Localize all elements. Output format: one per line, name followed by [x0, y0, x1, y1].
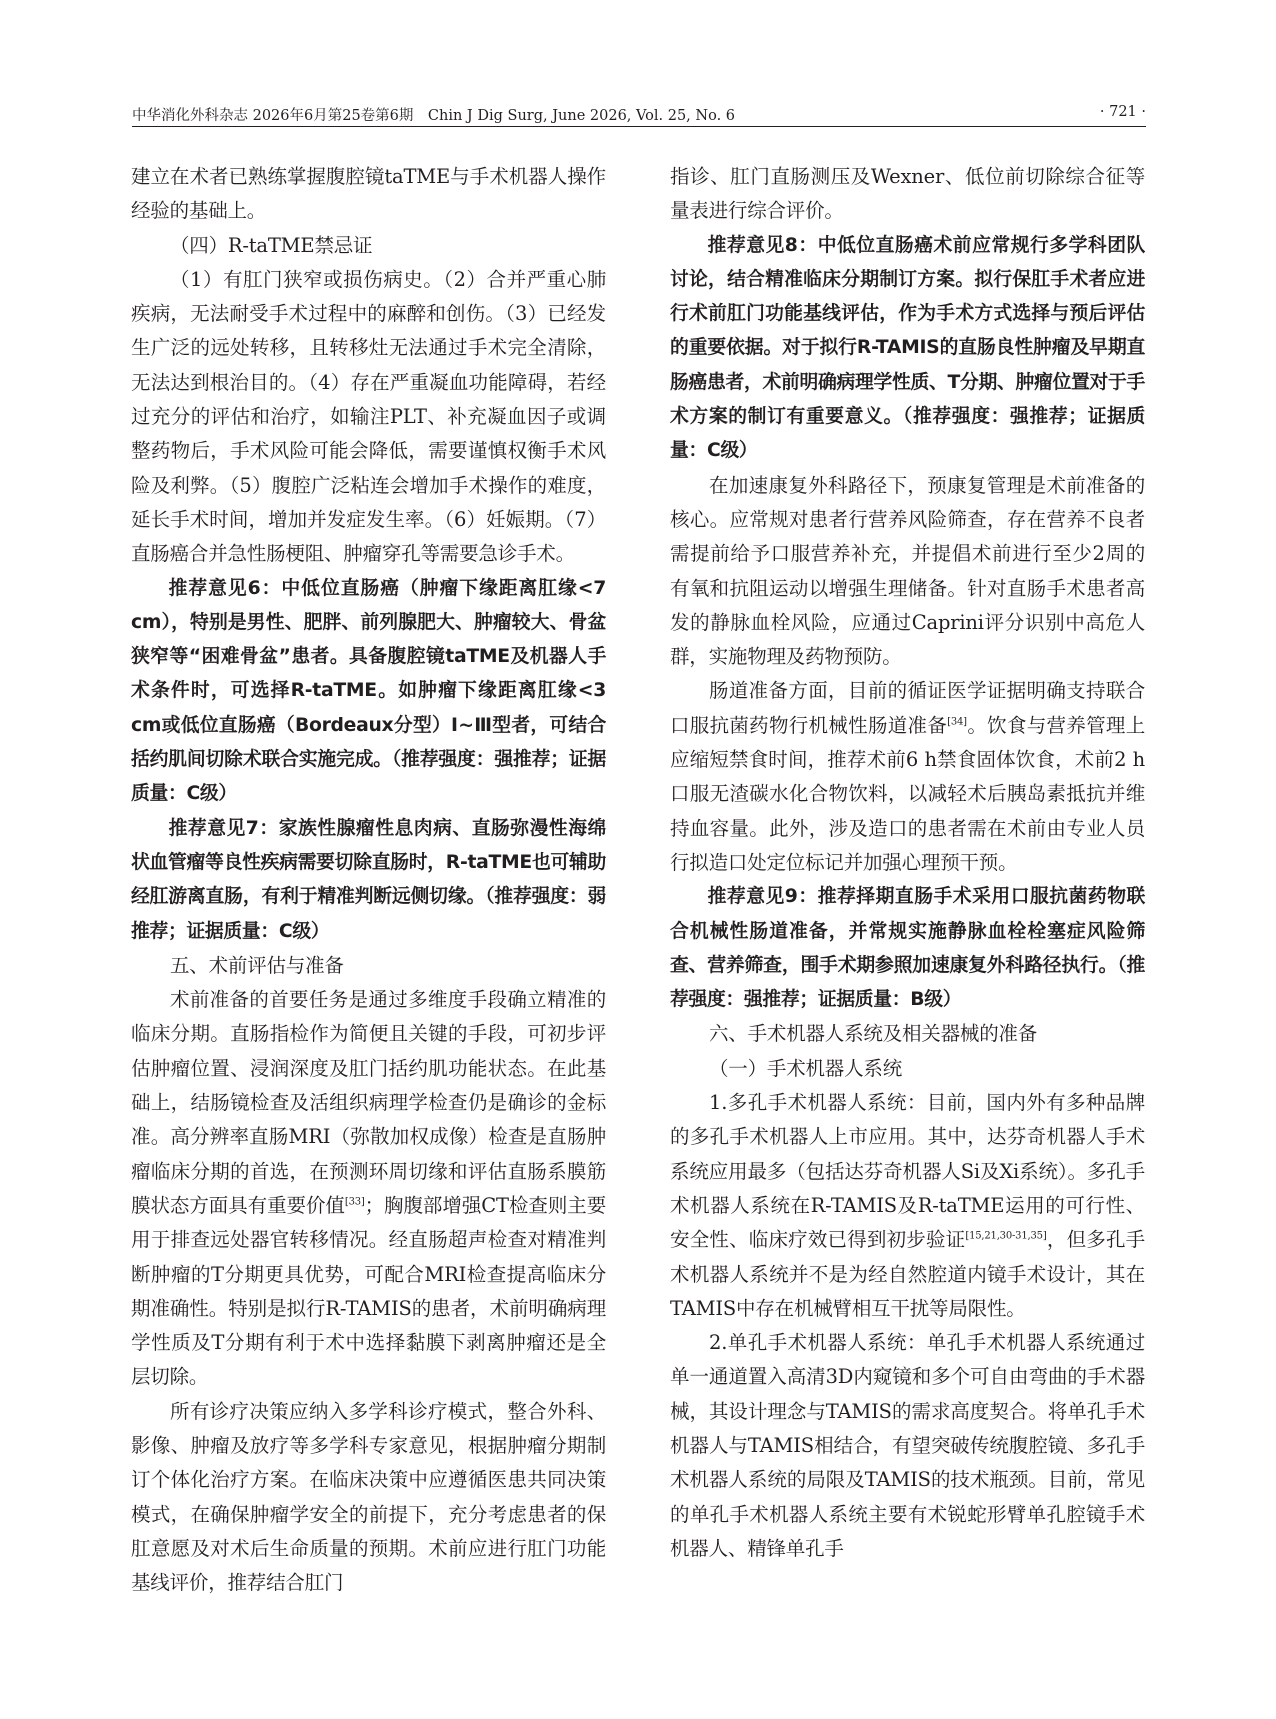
- text-run: ，但多孔手术机器人系统并不是为经自然腔道内镜手术设计，其在TAMIS中存在机械臂相互干扰等局限性。: [670, 1228, 1145, 1320]
- heading-contraindications: （四）R-taTME禁忌证: [170, 233, 373, 257]
- journal-citation: 中华消化外科杂志 2026年6月第25卷第6期 Chin J Dig Surg, June 2026, Vol. 25, No. 6: [132, 108, 736, 124]
- heading-section-5: 五、术前评估与准备: [170, 953, 344, 977]
- paragraph-contraindications: （1）有肛门狭窄或损伤病史。（2）合并严重心肺疾病，无法耐受手术过程中的麻醉和创伤。（3）已经发生广泛的远处转移，且转移灶无法通过手术完全清除，无法达到根治目的。（4）存在严重凝血功能障碍，若经过充分的评估和治疗，如输注PLT、补充凝血因子或调整药物后，手术风险可能会降低，需要谨慎权衡手术风险及利弊。（5）腹腔广泛粘连会增加手术操作的难度，延长手术时间，增加并发症发生率。（6）妊娠期。（7）直肠癌合并急性肠梗阻、肿瘤穿孔等需要急诊手术。: [131, 267, 606, 566]
- text-run: 术前准备的首要任务是通过多维度手段确立精准的临床分期。直肠指检作为简便且关键的手段，可初步评估肿瘤位置、浸润深度及肛门括约肌功能状态。在此基础上，结肠镜检查及活组织病理学检查仍是确诊的金标准。高分辨率直肠MRI（弥散加权成像）检查是直肠肿瘤临床分期的首选，在预测环周切缘和评估直肠系膜筋膜状态方面具有重要价值: [131, 988, 606, 1217]
- paragraph-multiport-robot: [670, 1086, 1145, 1326]
- recommendation-9: 推荐意见9：推荐择期直肠手术采用口服抗菌药物联合机械性肠道准备，并常规实施静脉血栓栓塞症风险筛查、营养筛查，围手术期参照加速康复外科路径执行。（推荐强度：强推荐；证据质量：B级）: [670, 886, 1145, 1011]
- recommendation-6: 推荐意见6：中低位直肠癌（肿瘤下缘距离肛缘<7 cm），特别是男性、肥胖、前列腺肥大、肿瘤较大、骨盆狭窄等“困难骨盆”患者。具备腹腔镜taTME及机器人手术条件时，可选择R-taTME。如肿瘤下缘距离肛缘<3 cm或低位直肠癌（Bordeaux分型）Ⅰ~Ⅲ型者，可结合括约肌间切除术联合实施完成。（推荐强度：强推荐；证据质量：C级）: [131, 577, 606, 805]
- recommendation-7: 推荐意见7：家族性腺瘤性息肉病、直肠弥漫性海绵状血管瘤等良性疾病需要切除直肠时，R-taTME也可辅助经肛游离直肠，有利于精准判断远侧切缘。（推荐强度：弱推荐；证据质量：C级）: [131, 817, 606, 942]
- paragraph-continuation: 建立在术者已熟练掌握腹腔镜taTME与手术机器人操作经验的基础上。: [131, 165, 606, 223]
- text-run: 1.多孔手术机器人系统：目前，国内外有多种品牌的多孔手术机器人上市应用。其中，达芬奇机器人手术系统应用最多（包括达芬奇机器人Si及Xi系统）。多孔手术机器人系统在R-TAMIS及R-taTME运用的可行性、安全性、临床疗效已得到初步验证: [670, 1091, 1145, 1252]
- paragraph-mdt: 所有诊疗决策应纳入多学科诊疗模式，整合外科、影像、肿瘤及放疗等多学科专家意见，根据肿瘤分期制订个体化治疗方案。在临床决策中应遵循医患共同决策模式，在确保肿瘤学安全的前提下，充分考虑患者的保肛意愿及对术后生命质量的预期。术前应进行肛门功能基线评价，推荐结合肛门: [131, 1399, 606, 1595]
- citation-33: [33]: [344, 1196, 365, 1208]
- running-header: [132, 100, 1146, 127]
- paragraph-singleport-robot: 2.单孔手术机器人系统：单孔手术机器人系统通过单一通道置入高清3D内窥镜和多个可自由弯曲的手术器械，其设计理念与TAMIS的需求高度契合。将单孔手术机器人与TAMIS相结合，有望突破传统腹腔镜、多孔手术机器人系统的局限及TAMIS的技术瓶颈。目前，常见的单孔手术机器人系统主要有术锐蛇形臂单孔腔镜手术机器人、精锋单孔手: [670, 1331, 1145, 1560]
- left-column: [131, 160, 606, 1600]
- text-run: ；胸腹部增强CT检查则主要用于排查远处器官转移情况。经直肠超声检查对精准判断肿瘤的T分期更具优势，可配合MRI检查提高临床分期准确性。特别是拟行R-TAMIS的患者，术前明确病理学性质及T分期有利于术中选择黏膜下剥离肿瘤还是全层切除。: [131, 1193, 606, 1389]
- paragraph-eras: 在加速康复外科路径下，预康复管理是术前准备的核心。应常规对患者行营养风险筛查，存在营养不良者需提前给予口服营养补充，并提倡术前进行至少2周的有氧和抗阻运动以增强生理储备。针对直肠手术患者高发的静脉血栓风险，应通过Caprini评分识别中高危人群，实施物理及药物预防。: [670, 473, 1145, 669]
- paragraph-bowel-prep: [670, 674, 1145, 880]
- text-run: 肠道准备方面，目前的循证医学证据明确支持联合口服抗菌药物行机械性肠道准备: [670, 679, 1145, 737]
- right-column: [670, 160, 1145, 1566]
- heading-section-6: 六、手术机器人系统及相关器械的准备: [709, 1022, 1038, 1046]
- text-run: 。饮食与营养管理上应缩短禁食时间，推荐术前6 h禁食固体饮食，术前2 h口服无渣碳水化合物饮料，以减轻术后胰岛素抵抗并维持血容量。此外，涉及造口的患者需在术前由专业人员行拟造口处定位标记并加强心理预干预。: [670, 713, 1146, 874]
- page-number: · 721 ·: [1099, 104, 1146, 120]
- heading-robot-systems: （一）手术机器人系统: [709, 1056, 903, 1080]
- citation-multi: [15,21,30-31,35]: [965, 1230, 1047, 1242]
- paragraph-preop-evaluation: [131, 983, 606, 1395]
- paragraph-continuation: 指诊、肛门直肠测压及Wexner、低位前切除综合征等量表进行综合评价。: [670, 165, 1145, 223]
- citation-34: [34]: [947, 716, 967, 728]
- recommendation-8: 推荐意见8：中低位直肠癌术前应常规行多学科团队讨论，结合精准临床分期制订方案。拟行保肛手术者应进行术前肛门功能基线评估，作为手术方式选择与预后评估的重要依据。对于拟行R-TAMIS的直肠良性肿瘤及早期直肠癌患者，术前明确病理学性质、T分期、肿瘤位置对于手术方案的制订有重要意义。（推荐强度：强推荐；证据质量：C级）: [670, 234, 1145, 462]
